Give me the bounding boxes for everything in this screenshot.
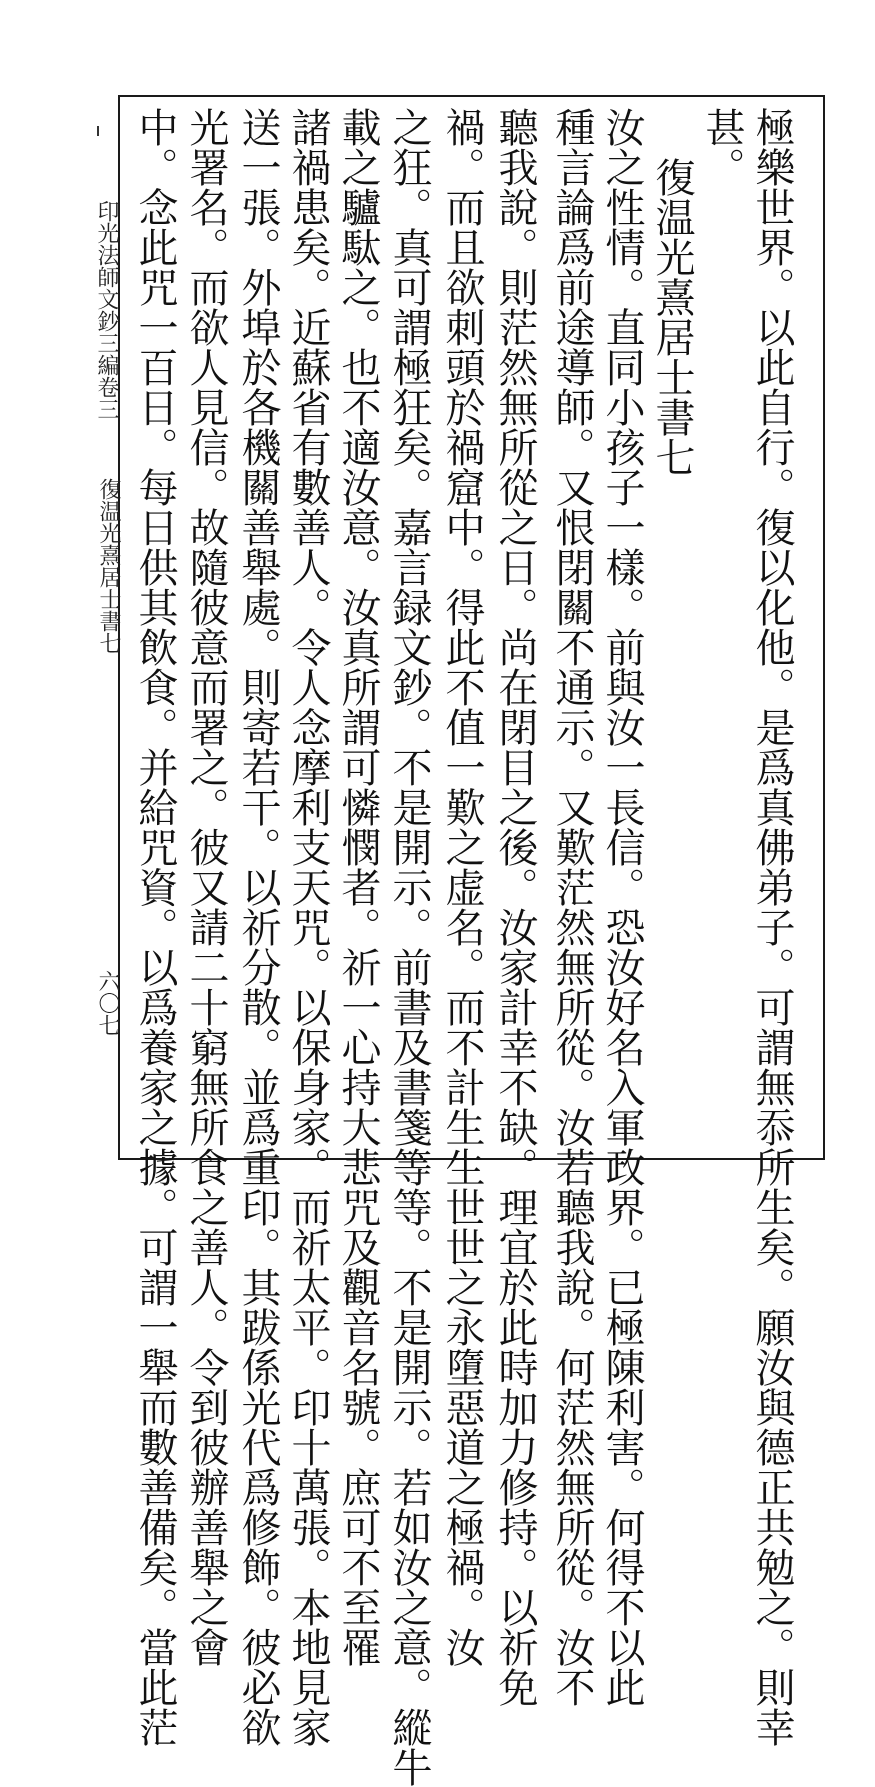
text-column-8: 載之驢駄之。也不適汝意。汝真所謂可憐憫者。祈一心持大悲咒及觀音名號。庶可不至罹 <box>335 107 381 1667</box>
text-column-5: 聽我說。則茫然無所從之日。尚在閉目之後。汝家計幸不缺。理宜於此時加力修持。以祈免 <box>492 107 538 1707</box>
text-column-10: 送一張。外埠於各機關善舉處。則寄若干。以祈分散。並爲重印。其跋係光代爲修飾。彼必欲 <box>235 107 281 1747</box>
text-column-12: 中。念此咒一百日。每日供其飲食。并給咒資。以爲養家之據。可謂一舉而數善備矣。當此茫 <box>132 107 178 1747</box>
text-column-3: 汝之性情。直同小孩子一樣。前與汝一長信。恐汝好名入軍政界。已極陳利害。何得不以此 <box>599 107 645 1707</box>
text-column-11: 光署名。而欲人見信。故隨彼意而署之。彼又請二十窮無所食之善人。令到彼辦善舉之會 <box>183 107 229 1667</box>
text-column-1: 極樂世界。以此自行。復以化他。是爲真佛弟子。可謂無忝所生矣。願汝與德正共勉之。則幸 <box>749 107 795 1747</box>
text-column-4: 種言論爲前途導師。又恨閉關不通示。又歎茫然無所從。汝若聽我說。何茫然無所從。汝不 <box>549 107 595 1707</box>
text-column-7: 之狂。真可謂極狂矣。嘉言録文鈔。不是開示。前書及書箋等等。不是開示。若如汝之意。縱牛 <box>386 107 432 1787</box>
margin-tick-mark <box>97 126 99 136</box>
text-column-6: 禍。而且欲刺頭於禍窟中。得此不值一歎之虚名。而不計生生世世之永墮惡道之極禍。汝 <box>439 107 485 1667</box>
letter-heading: 復温光熹居士書七 <box>649 157 695 477</box>
chapter-title: 復温光熹居士書七 <box>96 478 121 654</box>
book-title: 印光法師文鈔三編卷三 <box>94 200 119 420</box>
text-column-9: 諸禍患矣。近蘇省有數善人。令人念摩利支天咒。以保身家。而祈太平。印十萬張。本地見家 <box>285 107 331 1747</box>
page-number: 六〇七 <box>95 970 120 1036</box>
text-column-2: 甚。 <box>699 107 745 187</box>
